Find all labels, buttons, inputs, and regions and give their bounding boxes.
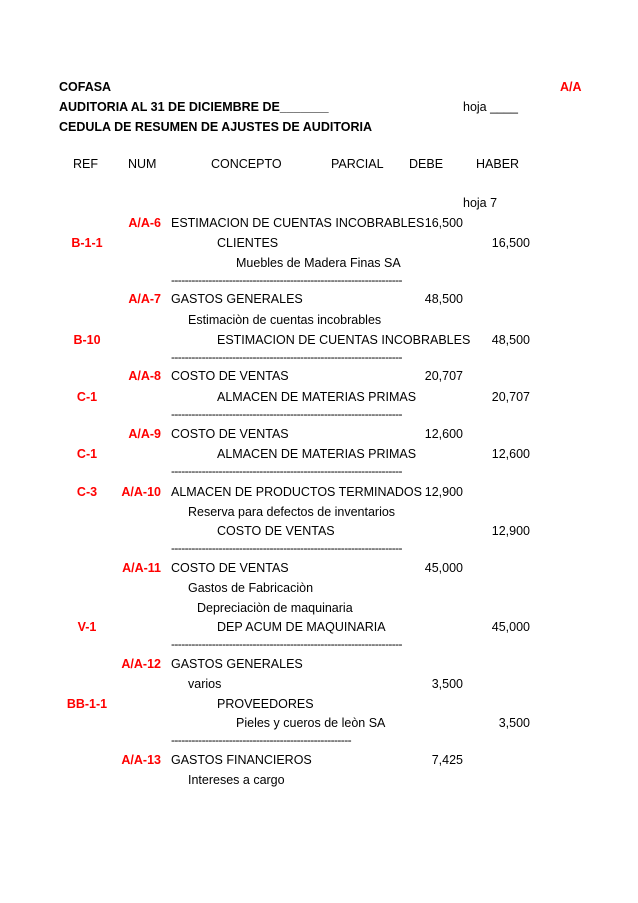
ref-code: C-1 [76, 390, 98, 404]
ref-code: BB-1-1 [66, 697, 108, 711]
credit-amount: 48,500 [491, 333, 530, 347]
credit-account: ESTIMACION DE CUENTAS INCOBRABLES [217, 333, 471, 347]
separator: ----------------------------------------------------- [171, 733, 351, 747]
credit-amount: 3,500 [498, 716, 530, 730]
debit-amount: 48,500 [424, 292, 463, 306]
audit-title: AUDITORIA AL 31 DE DICIEMBRE DE_______ [59, 100, 329, 114]
col-concepto: CONCEPTO [211, 157, 282, 171]
debit-amount: 20,707 [424, 369, 463, 383]
detail-text: Intereses a cargo [188, 773, 285, 787]
ref-code: C-1 [76, 447, 98, 461]
entry-number: A/A-8 [128, 369, 161, 383]
debit-account: ALMACEN DE PRODUCTOS TERMINADOS [171, 485, 422, 499]
ref-code: B-1-1 [71, 236, 103, 250]
col-num: NUM [128, 157, 157, 171]
sheet-code: A/A [560, 80, 582, 94]
debit-account: GASTOS GENERALES [171, 657, 303, 671]
debit-account: GASTOS FINANCIEROS [171, 753, 312, 767]
detail-text: Reserva para defectos de inventarios [188, 505, 396, 519]
debit-account: GASTOS GENERALES [171, 292, 303, 306]
col-parcial: PARCIAL [331, 157, 384, 171]
detail-text: Estimaciòn de cuentas incobrables [188, 313, 382, 327]
entry-number: A/A-9 [128, 427, 161, 441]
detail-text: Pieles y cueros de leòn SA [236, 716, 386, 730]
credit-account: ALMACEN DE MATERIAS PRIMAS [217, 390, 417, 404]
col-debe: DEBE [409, 157, 444, 171]
debit-amount: 16,500 [424, 216, 463, 230]
separator: -------------------------------------------------------------------- [171, 637, 402, 651]
debit-account: COSTO DE VENTAS [171, 369, 289, 383]
credit-account: DEP ACUM DE MAQUINARIA [217, 620, 386, 634]
credit-amount: 12,600 [491, 447, 530, 461]
entry-number: A/A-13 [121, 753, 161, 767]
debit-amount: 12,900 [424, 485, 463, 499]
page-number: hoja ____ [463, 100, 518, 114]
detail-text: varios [188, 677, 222, 691]
detail-text: Gastos de Fabricaciòn [188, 581, 314, 595]
partial-amount: 3,500 [431, 677, 463, 691]
detail-text: Muebles de Madera Finas SA [236, 256, 401, 270]
credit-amount: 12,900 [491, 524, 530, 538]
debit-account: ESTIMACION DE CUENTAS INCOBRABLES [171, 216, 425, 230]
credit-account: PROVEEDORES [217, 697, 314, 711]
credit-amount: 20,707 [491, 390, 530, 404]
col-haber: HABER [476, 157, 520, 171]
company-name: COFASA [59, 80, 112, 94]
separator: -------------------------------------------------------------------- [171, 541, 402, 555]
credit-account: CLIENTES [217, 236, 279, 250]
debit-amount: 45,000 [424, 561, 463, 575]
debit-account: COSTO DE VENTAS [171, 427, 289, 441]
debit-amount: 12,600 [424, 427, 463, 441]
entry-number: A/A-10 [121, 485, 161, 499]
entry-number: A/A-7 [128, 292, 161, 306]
col-ref: REF [73, 157, 98, 171]
entry-number: A/A-6 [128, 216, 161, 230]
separator: -------------------------------------------------------------------- [171, 407, 402, 421]
ref-code: C-3 [76, 485, 98, 499]
credit-amount: 45,000 [491, 620, 530, 634]
hoja-reference: hoja 7 [463, 196, 498, 210]
separator: -------------------------------------------------------------------- [171, 464, 402, 478]
separator: -------------------------------------------------------------------- [171, 350, 402, 364]
detail-text: Depreciaciòn de maquinaria [197, 601, 353, 615]
entry-number: A/A-11 [122, 561, 161, 575]
schedule-title: CEDULA DE RESUMEN DE AJUSTES DE AUDITORIA [59, 120, 372, 134]
entry-number: A/A-12 [121, 657, 161, 671]
credit-account: COSTO DE VENTAS [217, 524, 335, 538]
ref-code: V-1 [77, 620, 97, 634]
debit-account: COSTO DE VENTAS [171, 561, 289, 575]
credit-account: ALMACEN DE MATERIAS PRIMAS [217, 447, 417, 461]
ref-code: B-10 [73, 333, 101, 347]
partial-amount: 7,425 [431, 753, 463, 767]
credit-amount: 16,500 [491, 236, 530, 250]
separator: -------------------------------------------------------------------- [171, 273, 402, 287]
